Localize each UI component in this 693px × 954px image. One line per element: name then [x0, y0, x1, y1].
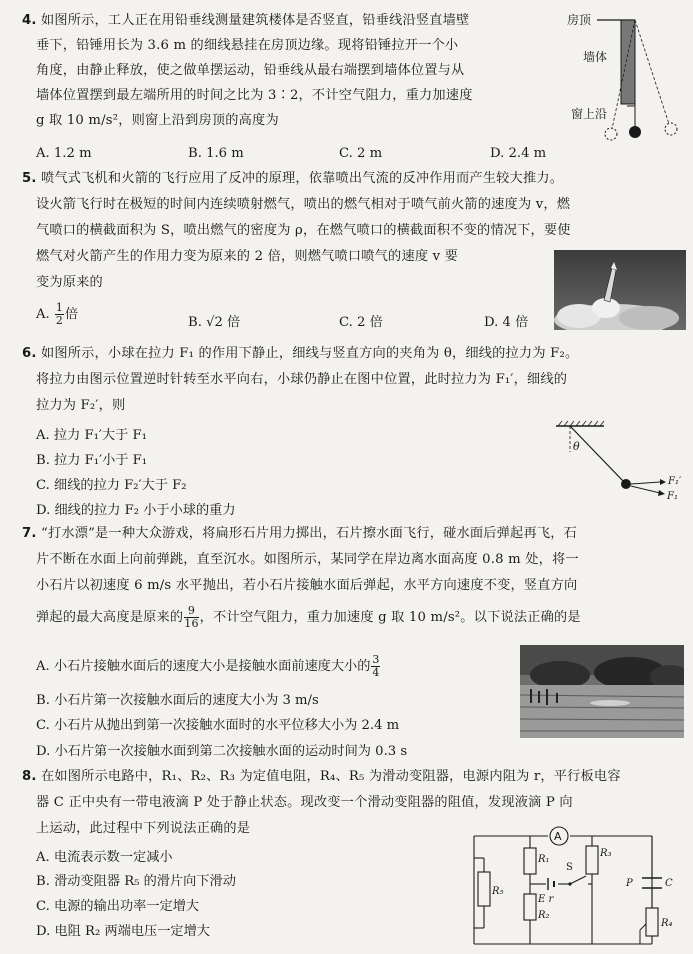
q5-line-5: 变为原来的 [36, 275, 103, 290]
q4-option-b: B. 1.6 m [188, 146, 244, 161]
q8-label-r5: R₅ [492, 886, 504, 897]
q8-resistor-r3 [586, 846, 598, 874]
q8-label-p: P [626, 878, 633, 889]
q4-pendulum-figure [565, 8, 690, 158]
q6-label-f1prime: F₁′ [668, 476, 682, 487]
q4-line-2: 垂下，铅锤用长为 3.6 m 的细线悬挂在房顶边缘。现将铅锤拉开一个小 [36, 38, 459, 53]
q6-option-c: C. 细线的拉力 F₂′大于 F₂ [36, 478, 187, 493]
q8-label-switch: S [566, 862, 573, 873]
q6-string [570, 426, 624, 482]
q5-line-3: 气喷口的横截面积为 S，喷出燃气的密度为 ρ，在燃气喷口的横截面积不变的情况下，要使 [36, 223, 571, 238]
q8-line-1: 8. 在如图所示电路中，R₁、R₂、R₃ 为定值电阻，R₄、R₅ 为滑动变阻器，电源内阻为 r，平行板电容 [22, 769, 621, 784]
q4-number: 4. [22, 13, 37, 28]
q8-line-3: 上运动，此过程中下列说法正确的是 [36, 821, 251, 836]
q7-option-b: B. 小石片第一次接触水面后的速度大小为 3 m/s [36, 693, 319, 708]
q4-label-window: 窗上沿 [571, 107, 608, 121]
q6-line-1: 6. 如图所示，小球在拉力 F₁ 的作用下静止，细线与竖直方向的夹角为 θ，细线的拉力为 F₂。 [22, 346, 579, 361]
q7-option-a: A. 小石片接触水面后的速度大小是接触水面前速度大小的 $\frac{3}{4}$ [36, 653, 380, 679]
q6-number: 6. [22, 346, 37, 361]
q4-line-3: 角度，由静止释放，使之做单摆运动，铅垂线从最右端摆到墙体位置与从 [36, 63, 465, 78]
q8-label-ammeter: A [554, 830, 562, 843]
q5-line-1: 5. 喷气式飞机和火箭的飞行应用了反冲的原理，依靠喷出气流的反冲作用而产生较大推力。 [22, 171, 564, 186]
q7-line-4: 弹起的最大高度是原来的 $\frac{9}{16}$ ，不计空气阻力，重力加速度 g 取 10 m/s²。以下说法正确的是 [36, 604, 581, 630]
q8-rheostat-r5 [478, 872, 490, 906]
q8-option-c: C. 电源的输出功率一定增大 [36, 899, 200, 914]
q5-rocket-photo [554, 250, 686, 330]
q8-number: 8. [22, 769, 37, 784]
q5-option-b: B. √2 倍 [188, 315, 241, 330]
q5-option-d: D. 4 倍 [484, 315, 529, 330]
q8-circuit-figure [462, 818, 686, 950]
q8-option-d: D. 电阻 R₂ 两端电压一定增大 [36, 924, 210, 939]
q5-line-2: 设火箭飞行时在极短的时间内连续喷射燃气，喷出的燃气相对于喷气前火箭的速度为 v，燃 [36, 197, 571, 212]
q7-number: 7. [22, 526, 37, 541]
q8-label-r4: R₄ [661, 918, 673, 929]
q8-rheostat-r4 [646, 908, 658, 936]
q5-option-c: C. 2 倍 [339, 315, 383, 330]
q4-line-4: 墙体位置摆到最左端所用的时间之比为 3∶2，不计空气阻力，重力加速度 [36, 88, 473, 103]
q8-switch [568, 882, 571, 885]
q7-line-2: 片不断在水面上向前弹跳，直至沉水。如图所示，某同学在岸边离水面高度 0.8 m 处，将一 [36, 552, 579, 567]
q8-line-2: 器 C 正中央有一带电液滴 P 处于静止状态。现改变一个滑动变阻器的阻值，发现液滴 P 向 [36, 795, 573, 810]
q6-option-a: A. 拉力 F₁′大于 F₁ [36, 428, 147, 443]
q6-ball [621, 479, 631, 489]
q6-option-d: D. 细线的拉力 F₂ 小于小球的重力 [36, 503, 236, 518]
q7-option-d: D. 小石片第一次接触水面到第二次接触水面的运动时间为 0.3 s [36, 744, 408, 759]
q8-resistor-r1 [524, 848, 536, 874]
q8-label-r1: R₁ [538, 854, 550, 865]
q8-option-a: A. 电流表示数一定减小 [36, 850, 173, 865]
q4-wall [621, 20, 635, 104]
q4-option-a: A. 1.2 m [36, 146, 92, 161]
q4-bob-left [605, 128, 617, 140]
q4-line-5: g 取 10 m/s²，则窗上沿到房顶的高度为 [36, 113, 279, 128]
q7-line-3: 小石片以初速度 6 m/s 水平抛出，若小石片接触水面后弹起，水平方向速度不变，竖直方向 [36, 578, 578, 593]
q4-option-d: D. 2.4 m [490, 146, 547, 161]
q7-line-1: 7. “打水漂”是一种大众游戏，将扁形石片用力掷出，石片擦水面飞行，碰水面后弹起再飞，石 [22, 526, 577, 541]
q6-line-2: 将拉力由图示位置逆时针转至水平向右，小球仍静止在图中位置，此时拉力为 F₁′，细线的 [36, 372, 568, 387]
q8-label-battery: E r [538, 894, 554, 905]
q7-option-c: C. 小石片从抛出到第一次接触水面时的水平位移大小为 2.4 m [36, 718, 400, 733]
q6-label-theta: θ [573, 440, 580, 453]
q8-option-b: B. 滑动变阻器 R₅ 的滑片向下滑动 [36, 874, 236, 889]
q6-arrow-f1 [631, 486, 660, 493]
q8-label-r2: R₂ [538, 910, 550, 921]
q6-force-figure [548, 418, 688, 508]
q4-label-roof: 房顶 [567, 13, 592, 27]
q5-line-4: 燃气对火箭产生的作用力变为原来的 2 倍，则燃气喷口喷气的速度 v 要 [36, 249, 459, 264]
q6-label-f1: F₁ [667, 491, 678, 502]
q6-line-3: 拉力为 F₂′，则 [36, 398, 126, 413]
q7-water-photo [520, 645, 684, 738]
q6-arrow-f1prime [631, 482, 660, 484]
q8-label-r3: R₃ [600, 848, 612, 859]
q8-resistor-r2 [524, 894, 536, 920]
q4-label-wall: 墙体 [583, 50, 608, 64]
q8-label-c: C [665, 878, 673, 889]
q5-option-a: A. $\frac{1}{2}$ 倍 [36, 301, 79, 327]
q4-line-1: 4. 如图所示，工人正在用铅垂线测量建筑楼体是否竖直，铅垂线沿竖直墙壁 [22, 13, 470, 28]
q7-ripple [590, 700, 630, 706]
q4-bob-right [665, 123, 677, 135]
q6-option-b: B. 拉力 F₁′小于 F₁ [36, 453, 148, 468]
q5-number: 5. [22, 171, 37, 186]
q4-bob [629, 126, 641, 138]
q4-option-c: C. 2 m [339, 146, 383, 161]
